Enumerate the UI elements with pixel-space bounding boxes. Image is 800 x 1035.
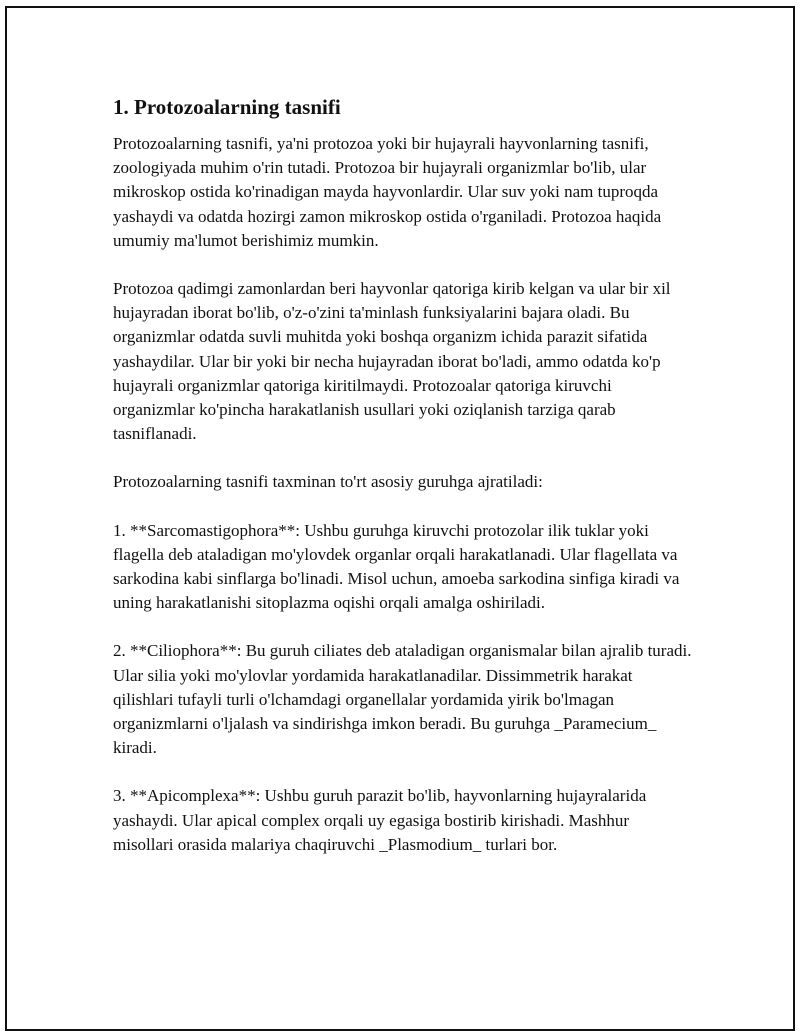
paragraph-groups-intro: Protozoalarning tasnifi taxminan to'rt asosiy guruhga ajratiladi: — [113, 472, 543, 492]
list-item-sarcomastigophora: 1. **Sarcomastigophora**: Ushbu guruhga kiruvchi protozolar ilik tuklar yoki flagella deb ataladigan mo'ylovdek organlar orqali harakatlanadi. Ular flagellata va sarkodina kabi sinflarga bo'linadi. Misol uchun, amoeba sarkodina sinfiga kiradi va uning harakatlanishi sitoplazma oqishi orqali amalga oshiriladi. — [113, 520, 680, 613]
list-item-ciliophora: 2. **Ciliophora**: Bu guruh ciliates deb ataladigan organismalar bilan ajralib turadi. Ular silia yoki mo'ylovlar yordamida harakatlanadilar. Dissimmetrik harakat qilishlari tufayli turli o'lchamdagi organellalar yordamida yirik bo'lmagan organizmlarni o'ljalash va sindirishga imkon beradi. Bu guruhga _Paramecium_ kiradi. — [113, 641, 692, 758]
paragraph-intro: Protozoalarning tasnifi, ya'ni protozoa yoki bir hujayrali hayvonlarning tasnifi, zoologiyada muhim o'rin tutadi. Protozoa bir hujayrali organizmlar bo'lib, ular mikroskop ostida ko'rinadigan mayda hayvonlardir. Ular suv yoki nam tuproqda yashaydi va odatda hozirgi zamon mikroskop ostida o'rganiladi. Protozoa haqida umumiy ma'lumot berishimiz mumkin. — [113, 134, 662, 250]
document-body — [113, 94, 693, 881]
section-heading: 1. Protozoalarning tasnifi — [113, 95, 341, 119]
paragraph-history: Protozoa qadimgi zamonlardan beri hayvonlar qatoriga kirib kelgan va ular bir xil hujayradan iborat bo'lib, o'z-o'zini ta'minlash funksiyalarini bajara oladi. Bu organizmlar odatda suvli muhitda yoki boshqa organizm ichida parazit sifatida yashaydilar. Ular bir yoki bir necha hujayradan iborat bo'ladi, ammo odatda ko'p hujayrali organizmlar qatoriga kiritilmaydi. Protozoalar qatoriga kiruvchi organizmlar ko'pincha harakatlanish usullari yoki oziqlanish tarziga qarab tasniflanadi. — [113, 279, 671, 444]
list-item-apicomplexa: 3. **Apicomplexa**: Ushbu guruh parazit bo'lib, hayvonlarning hujayralarida yashaydi. Ular apical complex orqali uy egasiga bostirib kirishadi. Mashhur misollari orasida malariya chaqiruvchi _Plasmodium_ turlari bor. — [113, 786, 647, 854]
